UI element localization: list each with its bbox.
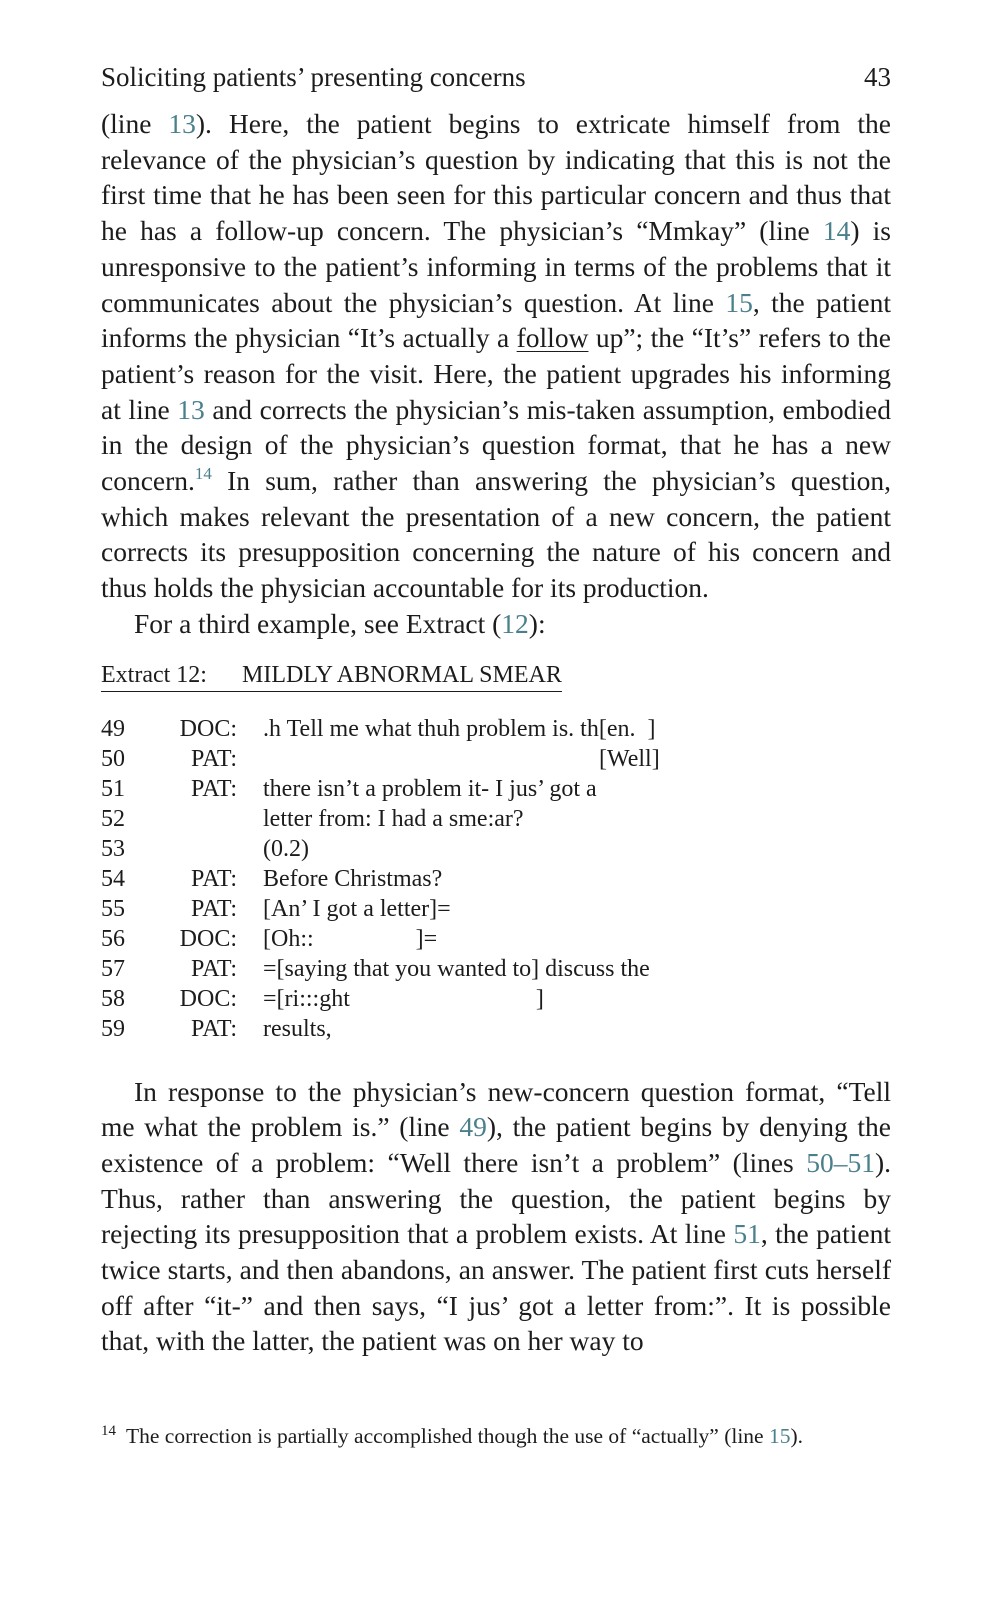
utterance: results, — [263, 1015, 332, 1042]
utterance: .h Tell me what thuh problem is. th[en. ] — [263, 715, 656, 742]
speaker: DOC: — [179, 715, 237, 742]
line-number: 58 — [101, 985, 125, 1012]
extract-ref-link[interactable]: 12 — [501, 607, 529, 639]
line-ref-link[interactable]: 15 — [768, 1424, 791, 1448]
speaker: DOC: — [179, 925, 237, 952]
utterance: =[ri:::ght ] — [263, 985, 544, 1012]
body-text-2 — [101, 1074, 891, 1360]
footnote: $^{14}$ The correction is partially accomplished though the use of “actually” (line 15). — [101, 1423, 804, 1448]
transcript-line — [101, 714, 891, 744]
transcript-line — [101, 924, 891, 954]
line-number: 53 — [101, 835, 125, 862]
speaker: PAT: — [191, 1015, 237, 1042]
line-number: 52 — [101, 805, 125, 832]
speaker: DOC: — [179, 985, 237, 1012]
extract-label: Extract 12: — [101, 661, 207, 688]
line-number: 57 — [101, 955, 125, 982]
utterance: (0.2) — [263, 835, 309, 862]
utterance: there isn’t a problem it- I jus’ got a — [263, 775, 597, 802]
transcript-line — [101, 864, 891, 894]
line-ref-link[interactable]: 13 — [177, 393, 205, 425]
body-text — [101, 106, 891, 642]
line-ref-link[interactable]: 14 — [822, 215, 851, 247]
footnote-number: 14 — [101, 1423, 116, 1439]
transcript — [101, 714, 891, 1044]
line-number: 51 — [101, 775, 125, 802]
speaker: PAT: — [191, 865, 237, 892]
line-number: 56 — [101, 925, 125, 952]
line-number: 55 — [101, 895, 125, 922]
paragraph-3: In response to the physician’s new-concern question format, “Tell me what the problem is.” (line 49), the patient begins by denying the existence of a problem: “Well there isn’t a problem” (lines 50–51). Thus, rather than answering the question, the patient begins by rejecting its presupposition that a problem exists. At line 51, the patient twice starts, and then abandons, an answer. The patient first cuts herself off after “it-” and then says, “I jus’ got a letter from:”. It is possible that, with the latter, the patient was on her way to — [101, 1075, 891, 1357]
utterance: [Oh:: ]= — [263, 925, 438, 952]
speaker: PAT: — [191, 895, 237, 922]
utterance: [An’ I got a letter]= — [263, 895, 451, 922]
paragraph-2: For a third example, see Extract (12): — [134, 607, 546, 639]
transcript-line — [101, 984, 891, 1014]
utterance: Before Christmas? — [263, 865, 443, 892]
utterance: letter from: I had a sme:ar? — [263, 805, 524, 832]
transcript-line — [101, 744, 891, 774]
running-title: Soliciting patients’ presenting concerns — [101, 62, 526, 92]
line-ref-link[interactable]: 13 — [168, 108, 196, 139]
transcript-line — [101, 894, 891, 924]
underlined-word: follow — [516, 322, 589, 354]
transcript-line — [101, 834, 891, 864]
transcript-line — [101, 1014, 891, 1044]
transcript-line — [101, 954, 891, 984]
paragraph-1: (line 13). Here, the patient begins to extricate himself from the relevance of the physician’s question by indicating that this is not the first time that he has been seen for this particular concern and thus that he has a follow-up concern. The physician’s “Mmkay” (line 14) is unresponsive to the patient’s informing in terms of the problems that it communicates about the physician’s question. At line 15, the patient informs the physician “It’s actually a follow up”; the “It’s” refers to the patient’s reason for the visit. Here, the patient upgrades his informing at line 13 and corrects the physician’s mis-taken assumption, embodied in the design of the physician’s question format, that he has a new concern.$^{14}$ In sum, rather than answering the physician’s question, which makes relevant the presentation of a new concern, the patient corrects its presupposition concerning the nature of his concern and thus holds the physician accountable for its production. — [101, 108, 892, 604]
line-ref-link[interactable]: 49 — [459, 1111, 487, 1143]
speaker: PAT: — [191, 775, 237, 802]
transcript-line — [101, 804, 891, 834]
line-ref-link[interactable]: 15 — [725, 286, 753, 318]
line-number: 50 — [101, 745, 125, 772]
speaker — [145, 834, 237, 864]
utterance: =[saying that you wanted to] discuss the — [263, 955, 650, 982]
extract-name: MILDLY ABNORMAL SMEAR — [242, 661, 562, 688]
speaker — [145, 804, 237, 834]
line-number: 49 — [101, 715, 125, 742]
line-number: 59 — [101, 1015, 125, 1042]
speaker: PAT: — [191, 955, 237, 982]
page-number: 43 — [864, 62, 891, 92]
line-ref-link[interactable]: 50–51 — [806, 1146, 875, 1178]
extract-title — [101, 660, 562, 692]
page — [101, 62, 891, 1359]
utterance: [Well] — [263, 745, 660, 772]
footnote-ref[interactable]: 14 — [194, 464, 212, 484]
line-ref-link[interactable]: 51 — [733, 1218, 761, 1250]
speaker: PAT: — [191, 745, 237, 772]
line-number: 54 — [101, 865, 125, 892]
running-head — [101, 62, 891, 106]
transcript-line — [101, 774, 891, 804]
